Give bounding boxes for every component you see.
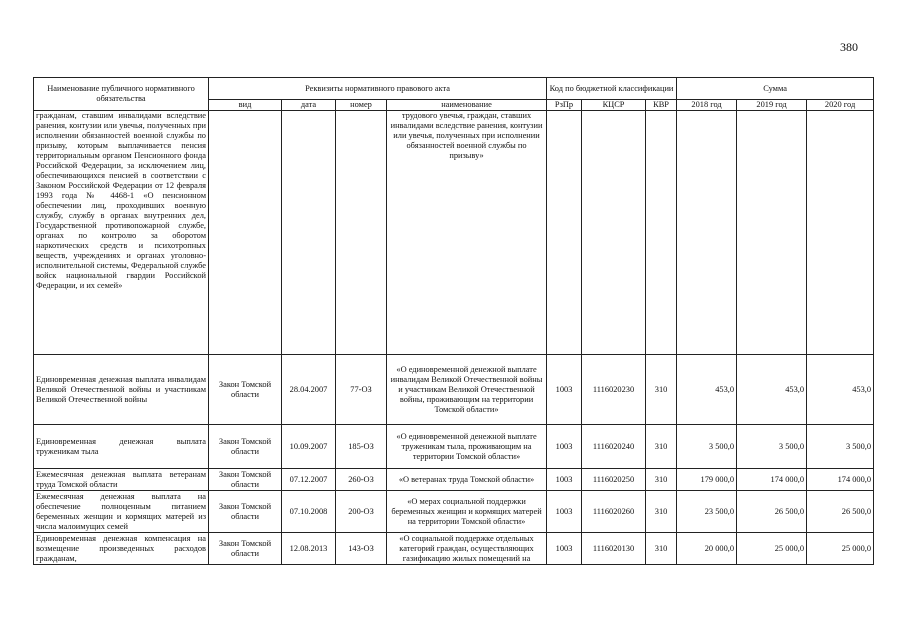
table-row bbox=[34, 491, 874, 533]
table-row bbox=[34, 469, 874, 491]
table-row bbox=[34, 533, 874, 565]
header-sum: Сумма bbox=[677, 78, 874, 100]
sum-2020-cell: 25 000,0 bbox=[807, 533, 874, 565]
kvr-cell: 310 bbox=[646, 491, 677, 533]
act-name-cell: «О ветеранах труда Томской области» bbox=[387, 469, 547, 491]
date-cell bbox=[282, 111, 336, 355]
vid-cell: Закон Томской области bbox=[209, 355, 282, 425]
sum-2020-cell: 3 500,0 bbox=[807, 425, 874, 469]
rzpr-cell: 1003 bbox=[547, 425, 582, 469]
header-number: номер bbox=[336, 100, 387, 111]
header-kcsr: КЦСР bbox=[582, 100, 646, 111]
obligation-cell: гражданам, ставшим инвалидами вследствие ранения, контузии или увечья, полученных при исполнении обязанностей военной службы по призыву, которым выплачивается пенсия территориальным органом Пенсионного фонда Российской Федерации, за исключением лиц, обеспечивающихся пенсией в соответствии с Законом Российской Федерации от 12 февраля 1993 года № 4468-1 «О пенсионном обеспечении лиц, проходивших военную службу, службу в органах внутренних дел, Государственной противопожарной службе, органах по контролю за оборотом наркотических средств и психотропных веществ, учреждениях и органах уголовно-исполнительной системы, Федеральной службе войск национальной гвардии Российской Федерации, и их семей» bbox=[34, 111, 209, 355]
number-cell: 77-ОЗ bbox=[336, 355, 387, 425]
kvr-cell: 310 bbox=[646, 425, 677, 469]
vid-cell: Закон Томской области bbox=[209, 533, 282, 565]
header-act-name: наименование bbox=[387, 100, 547, 111]
sum-2019-cell: 174 000,0 bbox=[737, 469, 807, 491]
sum-2018-cell: 20 000,0 bbox=[677, 533, 737, 565]
sum-2019-cell: 25 000,0 bbox=[737, 533, 807, 565]
rzpr-cell: 1003 bbox=[547, 355, 582, 425]
obligation-cell: Единовременная денежная выплата труженикам тыла bbox=[34, 425, 209, 469]
act-name-cell: «О мерах социальной поддержки беременных женщин и кормящих матерей на территории Томской области» bbox=[387, 491, 547, 533]
act-name-cell: «О социальной поддержке отдельных категорий граждан, осуществляющих газификацию жилых помещений на bbox=[387, 533, 547, 565]
kvr-cell bbox=[646, 111, 677, 355]
header-budget-code: Код по бюджетной классификации bbox=[547, 78, 677, 100]
header-row-1 bbox=[34, 78, 874, 100]
sum-2019-cell bbox=[737, 111, 807, 355]
date-cell: 28.04.2007 bbox=[282, 355, 336, 425]
sum-2020-cell: 174 000,0 bbox=[807, 469, 874, 491]
date-cell: 07.10.2008 bbox=[282, 491, 336, 533]
rzpr-cell bbox=[547, 111, 582, 355]
act-name-cell: «О единовременной денежной выплате инвалидам Великой Отечественной войны и участникам Великой Отечественной войны, проживающим на территории Томской области» bbox=[387, 355, 547, 425]
number-cell: 200-ОЗ bbox=[336, 491, 387, 533]
number-cell: 143-ОЗ bbox=[336, 533, 387, 565]
vid-cell bbox=[209, 111, 282, 355]
header-2020: 2020 год bbox=[807, 100, 874, 111]
sum-2018-cell: 179 000,0 bbox=[677, 469, 737, 491]
header-kvr: КВР bbox=[646, 100, 677, 111]
sum-2018-cell: 23 500,0 bbox=[677, 491, 737, 533]
sum-2019-cell: 26 500,0 bbox=[737, 491, 807, 533]
date-cell: 10.09.2007 bbox=[282, 425, 336, 469]
rzpr-cell: 1003 bbox=[547, 491, 582, 533]
date-cell: 07.12.2007 bbox=[282, 469, 336, 491]
header-obligation-name: Наименование публичного нормативного обязательства bbox=[34, 78, 209, 111]
header-act-details: Реквизиты нормативного правового акта bbox=[209, 78, 547, 100]
obligations-table bbox=[33, 77, 874, 565]
kcsr-cell: 1116020130 bbox=[582, 533, 646, 565]
kcsr-cell: 1116020240 bbox=[582, 425, 646, 469]
sum-2020-cell: 26 500,0 bbox=[807, 491, 874, 533]
vid-cell: Закон Томской области bbox=[209, 425, 282, 469]
obligation-cell: Единовременная денежная компенсация на возмещение произведенных расходов гражданам, bbox=[34, 533, 209, 565]
header-2018: 2018 год bbox=[677, 100, 737, 111]
sum-2019-cell: 3 500,0 bbox=[737, 425, 807, 469]
page-number: 380 bbox=[840, 40, 858, 54]
header-vid: вид bbox=[209, 100, 282, 111]
number-cell: 260-ОЗ bbox=[336, 469, 387, 491]
kvr-cell: 310 bbox=[646, 533, 677, 565]
vid-cell: Закон Томской области bbox=[209, 469, 282, 491]
header-rzpr: РзПр bbox=[547, 100, 582, 111]
kcsr-cell bbox=[582, 111, 646, 355]
kcsr-cell: 1116020230 bbox=[582, 355, 646, 425]
rzpr-cell: 1003 bbox=[547, 469, 582, 491]
rzpr-cell: 1003 bbox=[547, 533, 582, 565]
vid-cell: Закон Томской области bbox=[209, 491, 282, 533]
sum-2020-cell: 453,0 bbox=[807, 355, 874, 425]
table-row bbox=[34, 111, 874, 355]
header-date: дата bbox=[282, 100, 336, 111]
obligation-cell: Ежемесячная денежная выплата на обеспечение полноценным питанием беременных женщин и кормящих матерей из числа малоимущих семей bbox=[34, 491, 209, 533]
table-row bbox=[34, 355, 874, 425]
number-cell bbox=[336, 111, 387, 355]
sum-2019-cell: 453,0 bbox=[737, 355, 807, 425]
act-name-cell: трудового увечья, граждан, ставших инвалидами вследствие ранения, контузии или увечья, полученных при исполнении обязанностей военной службы по призыву» bbox=[387, 111, 547, 355]
kvr-cell: 310 bbox=[646, 469, 677, 491]
sum-2018-cell: 3 500,0 bbox=[677, 425, 737, 469]
kcsr-cell: 1116020250 bbox=[582, 469, 646, 491]
obligation-cell: Единовременная денежная выплата инвалидам Великой Отечественной войны и участникам Великой Отечественной войны bbox=[34, 355, 209, 425]
sum-2018-cell bbox=[677, 111, 737, 355]
obligation-cell: Ежемесячная денежная выплата ветеранам труда Томской области bbox=[34, 469, 209, 491]
table-row bbox=[34, 425, 874, 469]
sum-2018-cell: 453,0 bbox=[677, 355, 737, 425]
sum-2020-cell bbox=[807, 111, 874, 355]
kvr-cell: 310 bbox=[646, 355, 677, 425]
date-cell: 12.08.2013 bbox=[282, 533, 336, 565]
header-2019: 2019 год bbox=[737, 100, 807, 111]
act-name-cell: «О единовременной денежной выплате труженикам тыла, проживающим на территории Томской области» bbox=[387, 425, 547, 469]
kcsr-cell: 1116020260 bbox=[582, 491, 646, 533]
number-cell: 185-ОЗ bbox=[336, 425, 387, 469]
